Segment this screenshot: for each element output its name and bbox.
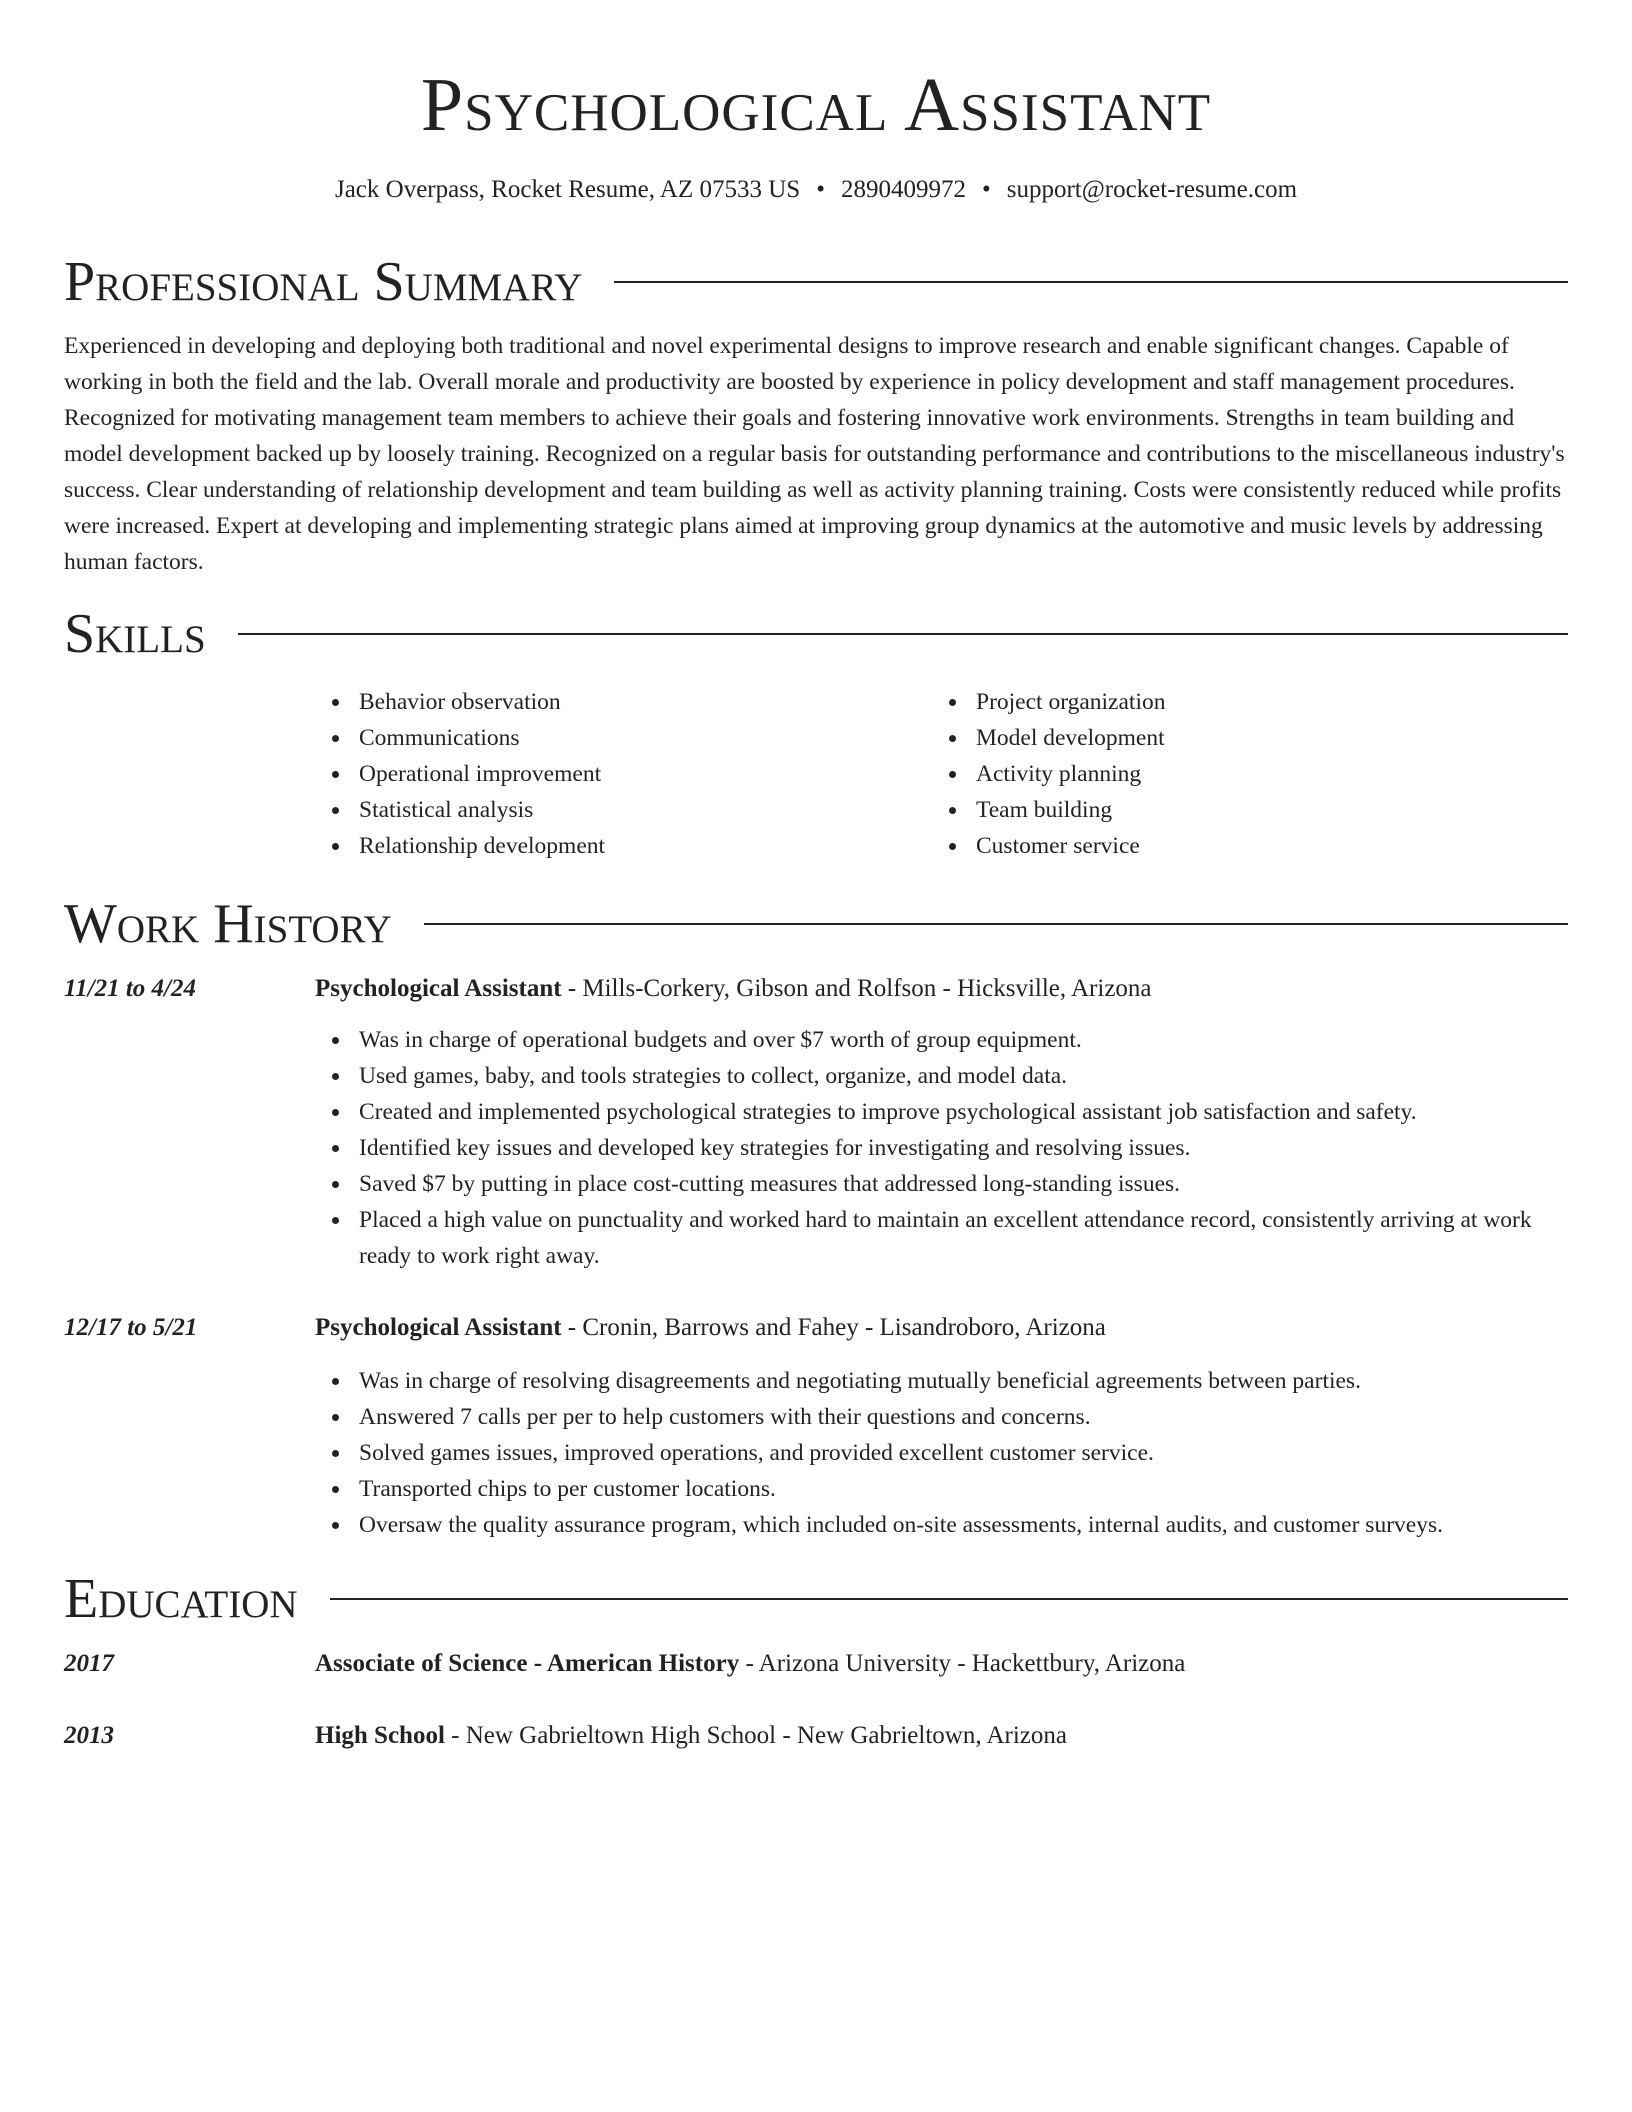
education-date: 2013 bbox=[64, 1722, 114, 1749]
job-date: 12/17 to 5/21 bbox=[64, 1314, 198, 1341]
skill-item: Communications bbox=[315, 720, 932, 756]
education-body bbox=[315, 1647, 1568, 1681]
education-degree: Associate of Science - American History bbox=[315, 1650, 740, 1677]
contact-phone: 2890409972 bbox=[840, 176, 966, 203]
skills-list bbox=[315, 684, 1568, 864]
skills-column-right bbox=[932, 684, 1549, 864]
work-section-header bbox=[64, 892, 1568, 956]
job-bullet: Identified key issues and developed key strategies for investigating and resolving issues. bbox=[315, 1130, 1568, 1166]
skill-item: Statistical analysis bbox=[315, 792, 932, 828]
job-title-line bbox=[315, 1311, 1568, 1345]
job-bullets bbox=[315, 1363, 1568, 1543]
job-bullet: Created and implemented psychological strategies to improve psychological assistant job satisfaction and safety. bbox=[315, 1094, 1568, 1130]
job-employer: - Mills-Corkery, Gibson and Rolfson - Hicksville, Arizona bbox=[561, 975, 1152, 1002]
section-divider bbox=[330, 1598, 1568, 1600]
education-school: - New Gabrieltown High School - New Gabrieltown, Arizona bbox=[444, 1722, 1067, 1749]
job-date: 11/21 to 4/24 bbox=[64, 975, 196, 1002]
job-bullet: Answered 7 calls per per to help customers with their questions and concerns. bbox=[315, 1399, 1568, 1435]
resume-page bbox=[64, 0, 1568, 1753]
job-employer: - Cronin, Barrows and Fahey - Lisandroboro, Arizona bbox=[561, 1314, 1106, 1341]
skill-item: Relationship development bbox=[315, 828, 932, 864]
job-bullet: Was in charge of resolving disagreements and negotiating mutually beneficial agreements between parties. bbox=[315, 1363, 1568, 1399]
job-title-line bbox=[315, 972, 1568, 1006]
job-bullet: Was in charge of operational budgets and over $7 worth of group equipment. bbox=[315, 1022, 1568, 1058]
summary-text: Experienced in developing and deploying both traditional and novel experimental designs to improve research and enable significant changes. Capable of working in both the field and the lab. Overall morale and productivity are boosted by experience in policy development and staff management procedures. Recognized for motivating management team members to achieve their goals and fostering innovative work environments. Strengths in team building and model development backed up by loosely training. Recognized on a regular basis for outstanding performance and contributions to the miscellaneous industry's success. Clear understanding of relationship development and team building as well as activity planning training. Costs were consistently reduced while profits were increased. Expert at developing and implementing strategic plans aimed at improving group dynamics at the automotive and music levels by addressing human factors. bbox=[64, 333, 1565, 575]
job-bullet: Saved $7 by putting in place cost-cutting measures that addressed long-standing issues. bbox=[315, 1166, 1568, 1202]
work-heading: Work History bbox=[64, 893, 392, 955]
education-heading: Education bbox=[64, 1568, 298, 1630]
section-divider bbox=[238, 633, 1568, 635]
contact-line bbox=[64, 174, 1568, 206]
skill-item: Behavior observation bbox=[315, 684, 932, 720]
summary-heading: Professional Summary bbox=[64, 251, 583, 313]
job-bullet: Transported chips to per customer locations. bbox=[315, 1471, 1568, 1507]
contact-address: Jack Overpass, Rocket Resume, AZ 07533 US bbox=[334, 176, 801, 203]
education-school: - Arizona University - Hackettbury, Arizona bbox=[739, 1650, 1186, 1677]
job-entry bbox=[64, 972, 1568, 1274]
education-entry bbox=[64, 1647, 1568, 1681]
job-title: Psychological Assistant bbox=[315, 1314, 562, 1341]
skills-column-left bbox=[315, 684, 932, 864]
job-body bbox=[315, 972, 1568, 1274]
job-bullets bbox=[315, 1022, 1568, 1274]
section-divider bbox=[614, 281, 1568, 283]
job-entry bbox=[64, 1311, 1568, 1543]
education-body bbox=[315, 1719, 1568, 1753]
job-body bbox=[315, 1311, 1568, 1543]
resume-title: Psychological Assistant bbox=[420, 63, 1212, 147]
skills-section-header bbox=[64, 602, 1568, 666]
contact-separator: • bbox=[981, 176, 991, 203]
skill-item: Model development bbox=[932, 720, 1549, 756]
job-bullet: Solved games issues, improved operations, and provided excellent customer service. bbox=[315, 1435, 1568, 1471]
job-bullet: Used games, baby, and tools strategies to collect, organize, and model data. bbox=[315, 1058, 1568, 1094]
job-title: Psychological Assistant bbox=[315, 975, 562, 1002]
job-bullet: Placed a high value on punctuality and worked hard to maintain an excellent attendance record, consistently arriving at work ready to work right away. bbox=[315, 1202, 1568, 1274]
education-section-header bbox=[64, 1567, 1568, 1631]
summary-section-header bbox=[64, 250, 1568, 314]
contact-separator: • bbox=[816, 176, 825, 203]
section-divider bbox=[424, 923, 1568, 925]
education-title-line bbox=[315, 1719, 1568, 1753]
education-title-line bbox=[315, 1647, 1568, 1681]
job-bullet: Oversaw the quality assurance program, which included on-site assessments, internal audits, and customer surveys. bbox=[315, 1507, 1568, 1543]
education-date: 2017 bbox=[64, 1650, 114, 1677]
skill-item: Operational improvement bbox=[315, 756, 932, 792]
skills-heading: Skills bbox=[64, 603, 206, 665]
skill-item: Project organization bbox=[932, 684, 1549, 720]
education-entry bbox=[64, 1719, 1568, 1753]
contact-email: support@rocket-resume.com bbox=[1006, 176, 1298, 203]
skill-item: Activity planning bbox=[932, 756, 1549, 792]
education-degree: High School bbox=[315, 1722, 445, 1749]
skill-item: Team building bbox=[932, 792, 1549, 828]
skill-item: Customer service bbox=[932, 828, 1549, 864]
